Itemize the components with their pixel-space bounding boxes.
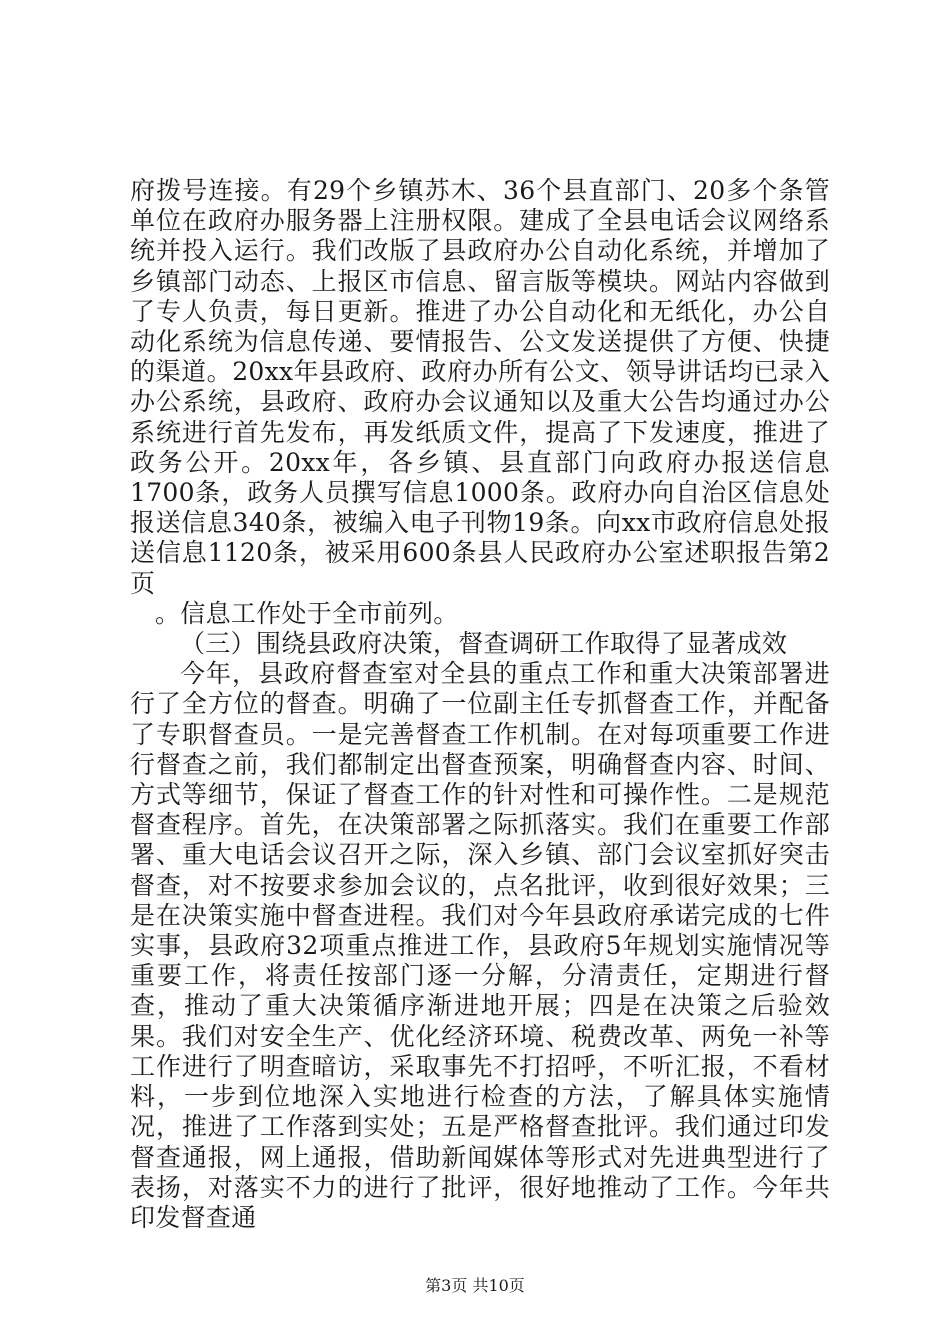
- page-footer: 第3页 共10页: [425, 1276, 525, 1295]
- paragraph-continued-tail: 。信息工作处于全市前列。: [155, 598, 459, 628]
- section-heading: （三）围绕县政府决策，督查调研工作取得了显著成效: [180, 629, 788, 659]
- paragraph: 今年，县政府督查室对全县的重点工作和重大决策部署进行了全方位的督查。明确了一位副主任专抓督查工作，并配备了专职督查员。一是完善督查工作机制。在对每项重要工作进行督查之前，我们都制定出督查预案，明确督查内容、时间、方式等细节，保证了督查工作的针对性和可操作性。二是规范督查程序。首先，在决策部署之际抓落实。我们在重要工作部署、重大电话会议召开之际，深入乡镇、部门会议室抓好突击督查，对不按要求参加会议的，点名批评，收到很好效果；三是在决策实施中督查进程。我们对今年县政府承诺完成的七件实事，县政府32项重点推进工作，县政府5年规划实施情况等重要工作，将责任按部门逐一分解，分清责任，定期进行督查，推动了重大决策循序渐进地开展；四是在决策之后验效果。我们对安全生产、优化经济环境、税费改革、两免一补等工作进行了明查暗访，采取事先不打招呼，不听汇报，不看材料，一步到位地深入实地进行检查的方法，了解具体实施情况，推进了工作落到实处；五是严格督查批评。我们通过印发督查通报，网上通报，借助新闻媒体等形式对先进典型进行了表扬，对落实不力的进行了批评，很好地推动了工作。今年共印发督查通: [130, 659, 830, 1232]
- paragraph-continued: 府拨号连接。有29个乡镇苏木、36个县直部门、20多个条管单位在政府办服务器上注册权限。建成了全县电话会议网络系统并投入运行。我们改版了县政府办公自动化系统，并增加了乡镇部门动态、上报区市信息、留言版等模块。网站内容做到了专人负责，每日更新。推进了办公自动化和无纸化，办公自动化系统为信息传递、要情报告、公文发送提供了方便、快捷的渠道。20xx年县政府、政府办所有公文、领导讲话均已录入办公系统，县政府、政府办会议通知以及重大公告均通过办公系统进行首先发布，再发纸质文件，提高了下发速度，推进了政务公开。20xx年，各乡镇、县直部门向政府办报送信息1700条，政务人员撰写信息1000条。政府办向自治区信息处报送信息340条，被编入电子刊物19条。向xx市政府信息处报送信息1120条，被采用600条县人民政府办公室述职报告第2页: [130, 176, 830, 598]
- document-body: [130, 176, 830, 1233]
